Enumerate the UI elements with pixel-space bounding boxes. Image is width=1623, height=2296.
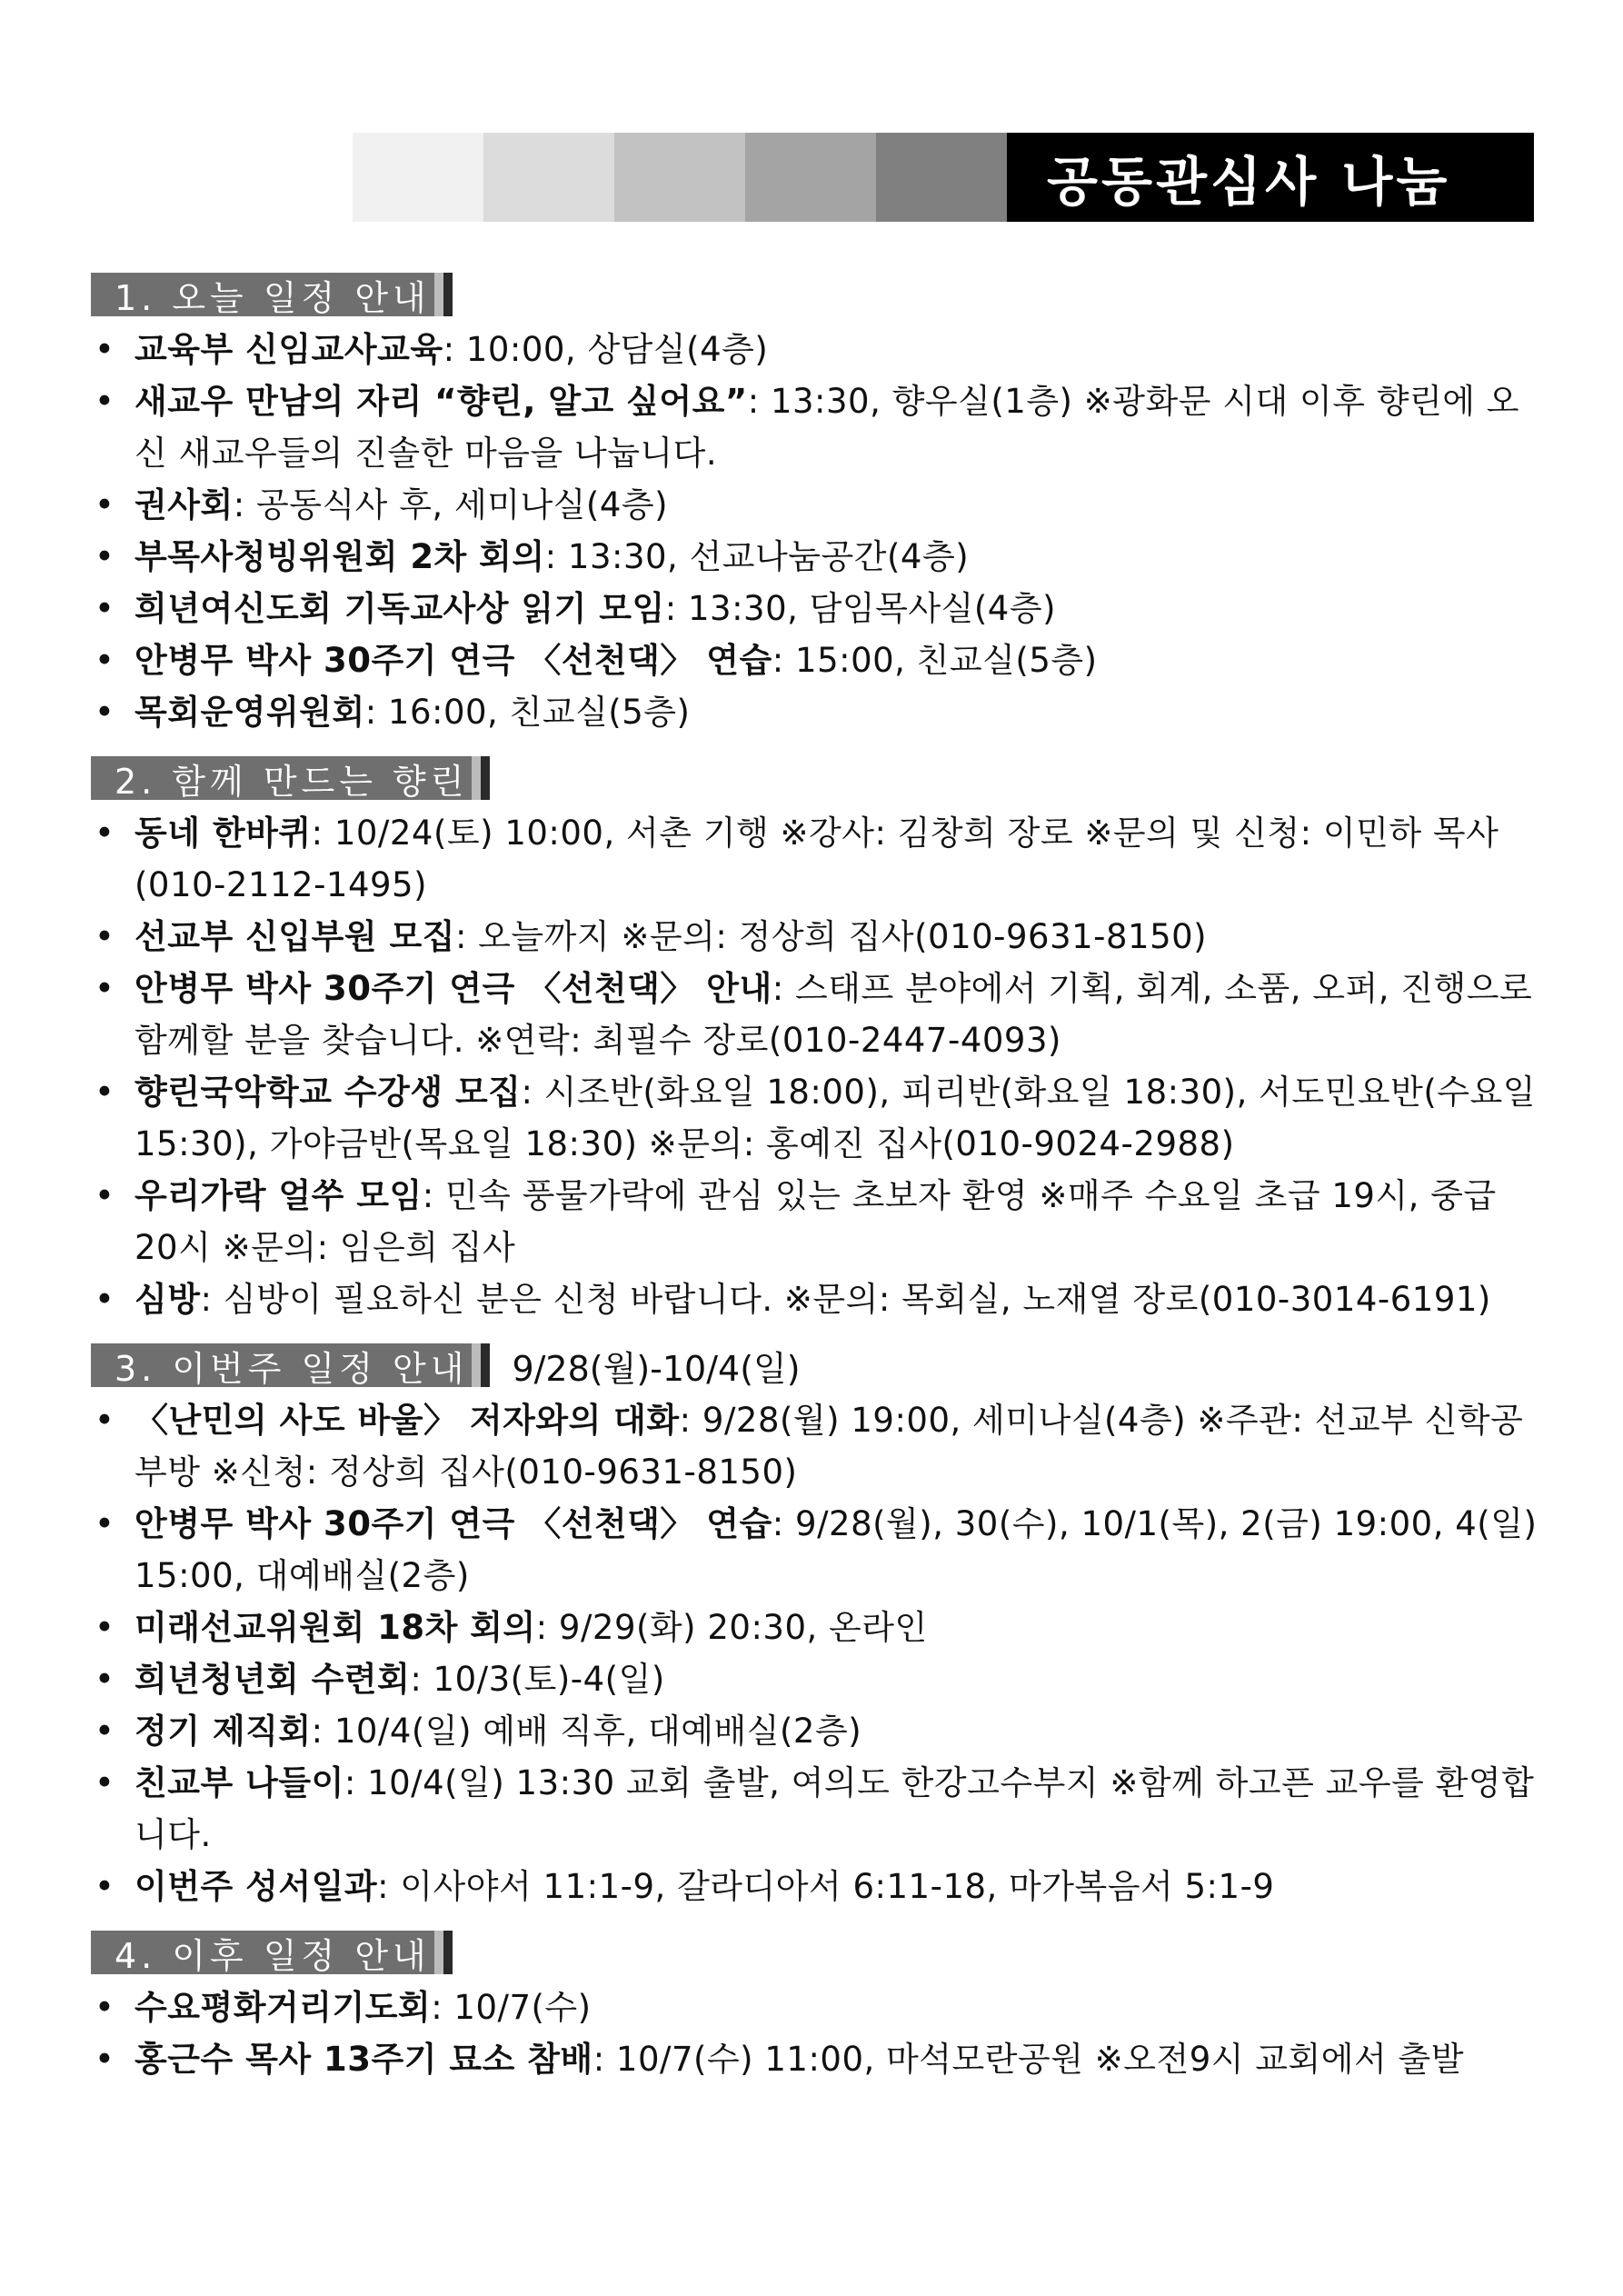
item-title: 정기 제직회 [134, 1712, 312, 1751]
list-item [91, 1861, 1545, 1912]
item-title: 희년청년회 수련회 [134, 1660, 411, 1699]
item-detail: : 10/24(토) 10:00, 서촌 기행 ※강사: 김창희 장로 ※문의 및 신청: 이민하 목사(010-2112-1495) [134, 814, 1499, 904]
item-title: 부목사청빙위원회 2차 회의 [134, 537, 545, 576]
section-3 [91, 1342, 1545, 1912]
item-detail: : 10/4(일) 13:30 교회 출발, 여의도 한강고수부지 ※함께 하고픈 교우를 환영합니다. [134, 1763, 1535, 1854]
section-title-endcap [481, 1343, 490, 1387]
item-title: 이번주 성서일과 [134, 1867, 378, 1906]
item-detail: : 시조반(화요일 18:00), 피리반(화요일 18:30), 서도민요반(수요일 15:30), 가야금반(목요일 18:30) ※문의: 홍예진 집사(010-9024-2988) [134, 1073, 1537, 1163]
item-detail: : 10/3(토)-4(일) [410, 1660, 665, 1699]
section-title-endcap [443, 1931, 453, 1974]
item-detail: : 오늘까지 ※문의: 정상희 집사(010-9631-8150) [454, 917, 1208, 956]
item-detail: : 16:00, 친교실(5층) [364, 693, 691, 732]
section-title: 4. 이후 일정 안내 [91, 1931, 443, 1974]
section-header [91, 1929, 1545, 1976]
bulletin-content [91, 271, 1545, 2101]
item-detail: : 이사야서 11:1-9, 갈라디아서 6:11-18, 마가복음서 5:1-9 [377, 1867, 1275, 1906]
gradient-block [483, 133, 614, 222]
item-list [91, 807, 1545, 1325]
item-title: 우리가락 얼쑤 모임 [134, 1176, 423, 1215]
item-title: 미래선교위원회 18차 회의 [134, 1608, 536, 1647]
item-title: 홍근수 목사 13주기 묘소 참배 [134, 2040, 593, 2079]
section-title: 1. 오늘 일정 안내 [91, 273, 443, 316]
item-title: 안병무 박사 30주기 연극 〈선천댁〉 연습 [134, 1504, 772, 1543]
list-item [91, 1705, 1545, 1757]
section-1 [91, 271, 1545, 738]
list-item [91, 1273, 1545, 1325]
item-title: 〈난민의 사도 바울〉 저자와의 대화 [134, 1401, 680, 1440]
item-title: 향린국악학교 수강생 모집 [134, 1073, 522, 1112]
section-header [91, 1342, 1545, 1389]
gradient-block [353, 133, 483, 222]
item-detail: : 공동식사 후, 세미나실(4층) [233, 485, 669, 524]
list-item [91, 1982, 1545, 2033]
list-item [91, 1498, 1545, 1602]
list-item [91, 1066, 1545, 1170]
section-header [91, 754, 1545, 802]
page-title: 공동관심사 나눔 [1007, 133, 1534, 222]
list-item [91, 531, 1545, 583]
item-title: 교육부 신임교사교육 [134, 330, 443, 369]
item-title: 권사회 [134, 485, 234, 524]
item-title: 동네 한바퀴 [134, 814, 312, 853]
item-detail: : 13:30, 담임목사실(4층) [664, 589, 1057, 628]
list-item [91, 1757, 1545, 1861]
item-title: 안병무 박사 30주기 연극 〈선천댁〉 연습 [134, 641, 772, 680]
item-list [91, 1394, 1545, 1912]
list-item [91, 634, 1545, 686]
section-2 [91, 754, 1545, 1325]
item-title: 새교우 만남의 자리 “향린, 알고 싶어요” [134, 382, 748, 421]
item-detail: : 9/29(화) 20:30, 온라인 [535, 1608, 928, 1647]
item-detail: : 13:30, 선교나눔공간(4층) [544, 537, 970, 576]
item-detail: : 13:30, 향우실(1층) ※광화문 시대 이후 향린에 오신 새교우들의 진솔한 마음을 나눕니다. [134, 382, 1519, 473]
item-title: 희년여신도회 기독교사상 읽기 모임 [134, 589, 665, 628]
item-title: 안병무 박사 30주기 연극 〈선천댁〉 안내 [134, 969, 772, 1008]
list-item [91, 1653, 1545, 1705]
gradient-block [745, 133, 876, 222]
item-title: 심방 [134, 1280, 201, 1319]
item-detail: : 10/4(일) 예배 직후, 대예배실(2층) [311, 1712, 862, 1751]
list-item [91, 1170, 1545, 1273]
list-item [91, 807, 1545, 911]
item-title: 선교부 신입부원 모집 [134, 917, 455, 956]
item-title: 친교부 나들이 [134, 1763, 344, 1802]
item-title: 수요평화거리기도회 [134, 1988, 432, 2027]
list-item [91, 583, 1545, 634]
item-detail: : 심방이 필요하신 분은 신청 바랍니다. ※문의: 목회실, 노재열 장로(010-3014-6191) [200, 1280, 1491, 1319]
item-detail: : 9/28(월), 30(수), 10/1(목), 2(금) 19:00, 4(일) 15:00, 대예배실(2층) [134, 1504, 1538, 1595]
item-title: 목회운영위원회 [134, 693, 365, 732]
section-title: 3. 이번주 일정 안내 [91, 1343, 481, 1387]
item-detail: : 15:00, 친교실(5층) [772, 641, 1098, 680]
item-detail: : 9/28(월) 19:00, 세미나실(4층) ※주관: 선교부 신학공부방 ※신청: 정상희 집사(010-9631-8150) [134, 1401, 1524, 1492]
item-detail: : 민속 풍물가락에 관심 있는 초보자 환영 ※매주 수요일 초급 19시, 중급 20시 ※문의: 임은희 집사 [134, 1176, 1497, 1267]
list-item [91, 686, 1545, 738]
list-item [91, 324, 1545, 375]
gradient-block [876, 133, 1007, 222]
item-detail: : 스태프 분야에서 기획, 회계, 소품, 오퍼, 진행으로 함께할 분을 찾습니다. ※연락: 최필수 장로(010-2447-4093) [134, 969, 1533, 1060]
list-item [91, 963, 1545, 1066]
list-item [91, 2033, 1545, 2085]
section-header [91, 271, 1545, 318]
item-list [91, 1982, 1545, 2085]
item-detail: : 10/7(수) 11:00, 마석모란공원 ※오전9시 교회에서 출발 [592, 2040, 1464, 2079]
list-item [91, 911, 1545, 963]
section-title: 2. 함께 만드는 향린 [91, 756, 481, 800]
list-item [91, 1394, 1545, 1498]
section-title-endcap [443, 273, 453, 316]
gradient-block [614, 133, 745, 222]
item-detail: : 10/7(수) [431, 1988, 592, 2027]
section-4 [91, 1929, 1545, 2085]
list-item [91, 375, 1545, 479]
list-item [91, 1602, 1545, 1653]
section-title-endcap [481, 756, 490, 800]
list-item [91, 479, 1545, 531]
section-date-range: 9/28(월)-10/4(일) [512, 1348, 801, 1389]
item-list [91, 324, 1545, 738]
item-detail: : 10:00, 상담실(4층) [443, 330, 769, 369]
header-bar [353, 133, 1534, 222]
